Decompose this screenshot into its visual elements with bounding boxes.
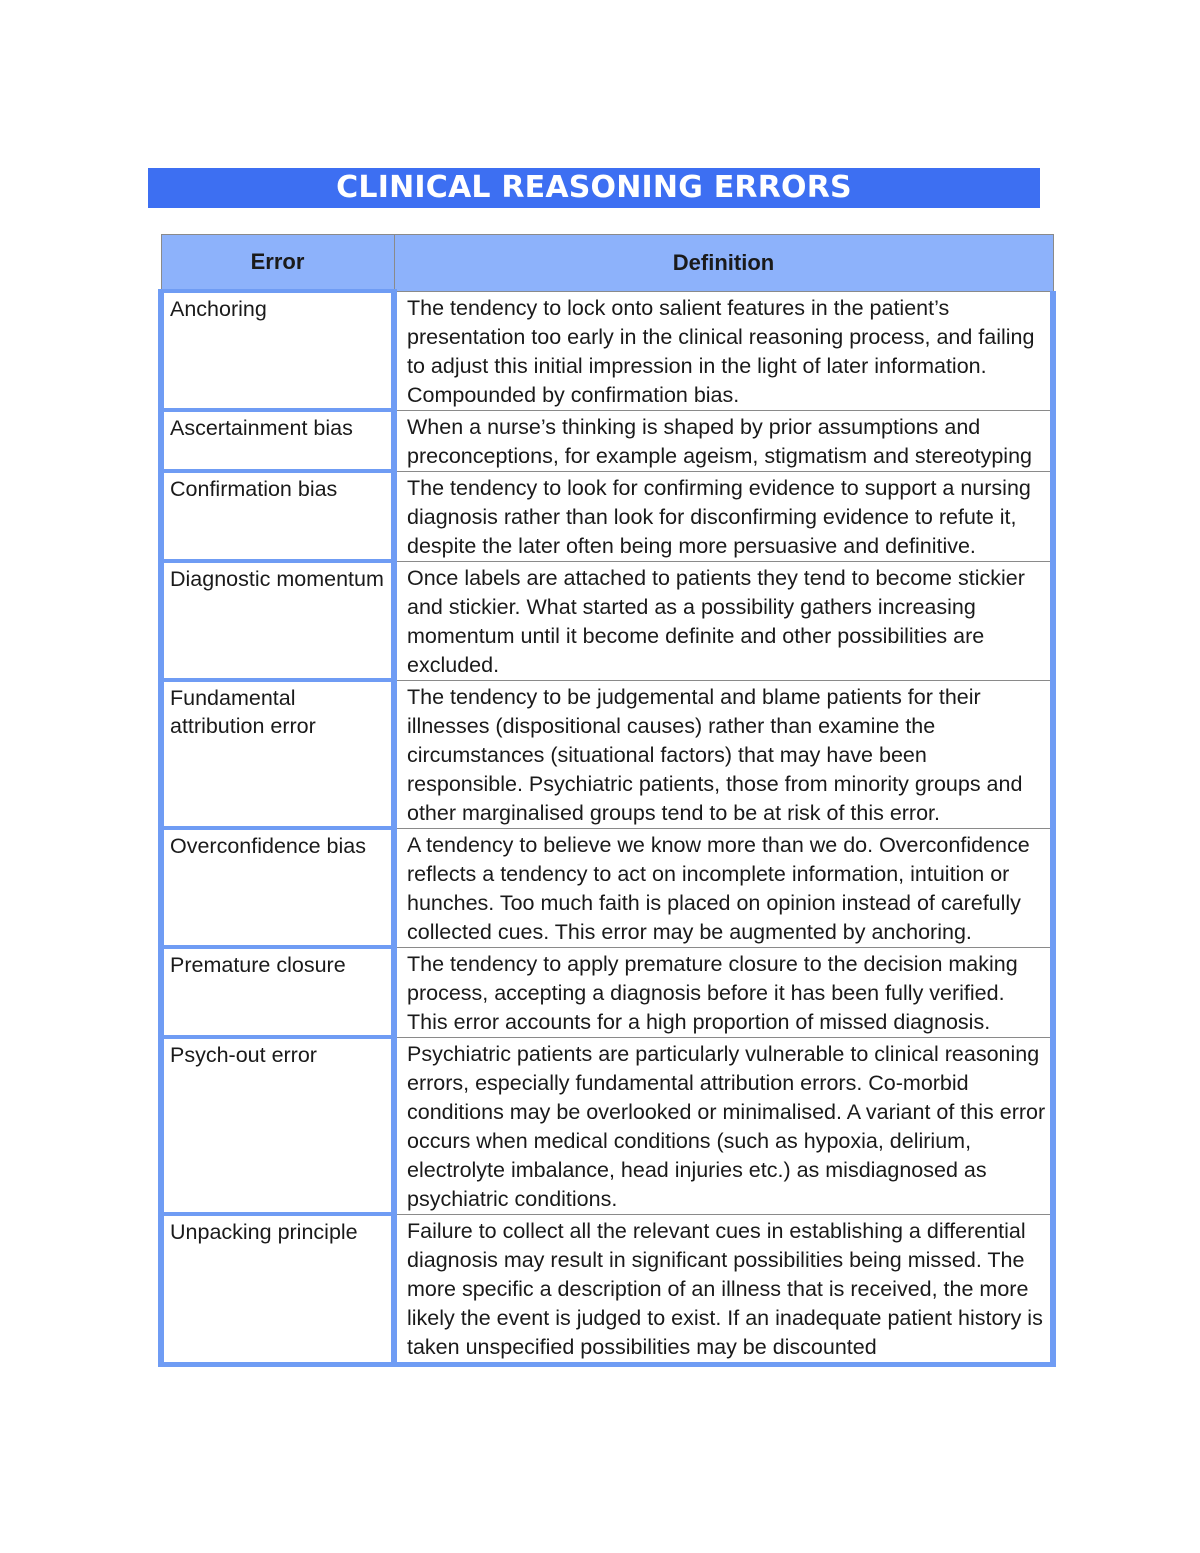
- error-name-cell: Ascertainment bias: [161, 410, 394, 471]
- error-name-cell: Unpacking principle: [161, 1214, 394, 1364]
- table-row: [161, 561, 1053, 680]
- errors-table-container: [158, 234, 1050, 1367]
- column-header-definition: Definition: [394, 235, 1053, 292]
- table-row: [161, 680, 1053, 828]
- error-definition-cell: The tendency to be judgemental and blame patients for their illnesses (dispositional causes) rather than examine the circumstances (situational factors) that may have been responsible. Psychiatric patients, those from minority groups and other marginalised groups tend to be at risk of this error.: [394, 680, 1053, 828]
- table-row: [161, 1214, 1053, 1364]
- errors-table: [158, 234, 1056, 1367]
- error-definition-cell: A tendency to believe we know more than we do. Overconfidence reflects a tendency to act on incomplete information, intuition or hunches. Too much faith is placed on opinion instead of carefully collected cues. This error may be augmented by anchoring.: [394, 828, 1053, 947]
- error-name-cell: Anchoring: [161, 291, 394, 410]
- error-name-cell: Psych-out error: [161, 1037, 394, 1214]
- error-name-cell: Overconfidence bias: [161, 828, 394, 947]
- table-row: [161, 291, 1053, 410]
- error-definition-cell: Once labels are attached to patients they tend to become stickier and stickier. What started as a possibility gathers increasing momentum until it become definite and other possibilities are excluded.: [394, 561, 1053, 680]
- error-name-cell: Fundamental attribution error: [161, 680, 394, 828]
- table-header-row: [161, 235, 1053, 292]
- error-definition-cell: When a nurse’s thinking is shaped by prior assumptions and preconceptions, for example ageism, stigmatism and stereotyping: [394, 410, 1053, 471]
- table-row: [161, 410, 1053, 471]
- error-definition-cell: Failure to collect all the relevant cues in establishing a differential diagnosis may result in significant possibilities being missed. The more specific a description of an illness that is received, the more likely the event is judged to exist. If an inadequate patient history is taken unspecified possibilities may be discounted: [394, 1214, 1053, 1364]
- table-row: [161, 828, 1053, 947]
- table-row: [161, 947, 1053, 1037]
- table-row: [161, 471, 1053, 561]
- error-definition-cell: The tendency to lock onto salient features in the patient’s presentation too early in the clinical reasoning process, and failing to adjust this initial impression in the light of later information. Compounded by confirmation bias.: [394, 291, 1053, 410]
- error-name-cell: Confirmation bias: [161, 471, 394, 561]
- table-row: [161, 1037, 1053, 1214]
- column-header-error: Error: [161, 235, 394, 292]
- error-name-cell: Premature closure: [161, 947, 394, 1037]
- error-definition-cell: The tendency to apply premature closure to the decision making process, accepting a diagnosis before it has been fully verified. This error accounts for a high proportion of missed diagnosis.: [394, 947, 1053, 1037]
- page-title: CLINICAL REASONING ERRORS: [148, 168, 1040, 208]
- error-name-cell: Diagnostic momentum: [161, 561, 394, 680]
- error-definition-cell: The tendency to look for confirming evidence to support a nursing diagnosis rather than look for disconfirming evidence to refute it, despite the later often being more persuasive and definitive.: [394, 471, 1053, 561]
- error-definition-cell: Psychiatric patients are particularly vulnerable to clinical reasoning errors, especially fundamental attribution errors. Co-morbid conditions may be overlooked or minimalised. A variant of this error occurs when medical conditions (such as hypoxia, delirium, electrolyte imbalance, head injuries etc.) as misdiagnosed as psychiatric conditions.: [394, 1037, 1053, 1214]
